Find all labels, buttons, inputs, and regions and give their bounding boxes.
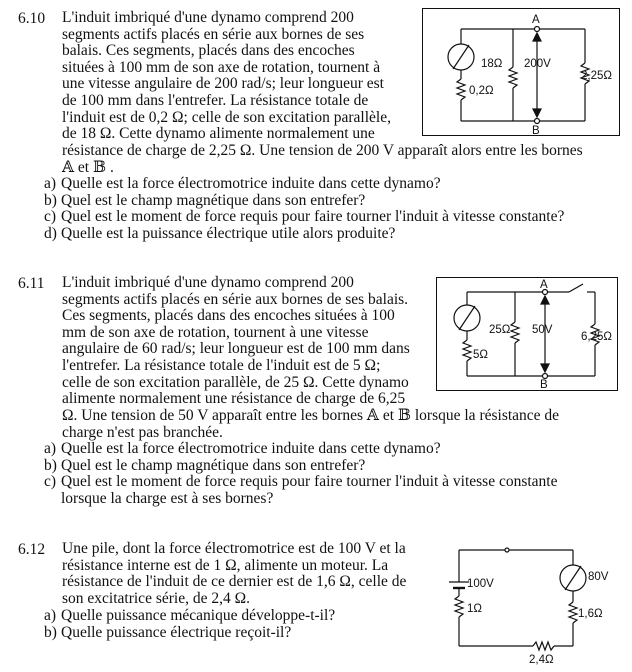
terminal-a-label: A [540,279,548,291]
r-armature-label: 0,2Ω [469,85,494,97]
text-line: de 100 mm dans l'entrefer. La résistance totale de [62,91,369,109]
r-field-label: 25Ω [489,324,511,336]
voltage-label: 200V [524,58,551,70]
text-line: l'entrefer. La résistance totale de l'induit est de 5 Ω; [62,356,381,374]
problem-text [62,10,412,143]
circuit-diagram [437,542,615,666]
text-line: angulaire de 60 rad/s; leur longueur est de 100 mm dans [62,340,410,358]
text-line: de 18 Ω. Cette dynamo alimente normalement une [62,125,375,143]
circuit-figure-6-12 [437,542,615,666]
question-list [44,441,557,507]
question-item: a) Quelle puissance mécanique développe-t-il? [44,607,336,624]
r-armature-label: 5Ω [473,349,488,361]
problem-text [62,275,424,408]
question-item: c) Quel est le moment de force requis pour faire tourner l'induit à vitesse constante [44,473,558,491]
battery-r-label: 1Ω [467,603,482,615]
text-line: résistance interne est de 1 Ω, alimente un moteur. La [62,556,389,574]
text-line: Une pile, dont la force électromotrice est de 100 V et la [62,540,406,557]
problem-text-wide [62,143,627,176]
text-line: Ω. Une tension de 50 V apparaît entre les bornes 𝔸 et 𝔹 lorsque la résistance de [62,407,560,424]
text-line: résistance de l'induit de ce dernier est de 1,6 Ω, celle de [62,573,407,591]
terminal-b-label: B [532,125,540,135]
r-load-label: 2,25Ω [581,70,612,82]
text-line: une vitesse angulaire de 200 rad/s; leur longueur est [62,75,384,93]
question-item: b) Quel est le champ magnétique dans son entrefer? [44,456,366,474]
text-line: L'induit imbriqué d'une dynamo comprend 200 [62,274,354,291]
question-list [44,608,335,641]
terminal-b [543,374,548,379]
circuit-diagram [437,278,617,390]
text-line: celle de son excitation parallèle, de 25 Ω. Cette dynamo [62,373,409,391]
question-list [44,176,564,242]
problem-number: 6.12 [18,541,46,558]
problem-text [62,541,427,607]
problem-text-wide [62,408,617,441]
question-item: d) Quelle est la puissance électrique utile alors produite? [44,224,396,242]
question-item: a) Quelle est la force électromotrice induite dans cette dynamo? [44,440,441,457]
text-line: situées à 100 mm de son axe de rotation, tournent à [62,58,381,76]
question-item: b) Quelle puissance électrique reçoit-il? [44,623,292,641]
terminal-a [535,27,540,32]
text-line: segments actifs placés en série aux bornes de ses balais. [62,290,409,308]
r-armature-label: 1,6Ω [578,608,603,620]
battery-emf-label: 100V [467,578,494,590]
terminal-b [535,119,540,124]
node [505,548,509,552]
text-line: segments actifs placés en série aux bornes de ses [62,25,365,43]
text-line: résistance de charge de 2,25 Ω. Une tension de 200 V apparaît alors entre les bornes [62,142,583,159]
problem-number: 6.10 [18,10,46,27]
circuit-figure-6-11 [436,277,618,391]
problem-number: 6.11 [18,275,45,292]
circuit-diagram [423,9,619,135]
text-line: charge n'est pas branchée. [62,423,223,441]
text-line: mm de son axe de rotation, tournent à une vitesse [62,323,369,341]
text-line: alimente normalement une résistance de charge de 6,25 [62,390,406,408]
text-line: Ces segments, placés dans des encoches situées à 100 [62,307,395,325]
voltage-label: 50V [532,324,553,336]
question-item: c) Quel est le moment de force requis pour faire tourner l'induit à vitesse constante? [44,208,565,226]
text-line: son excitatrice série, de 2,4 Ω. [62,589,250,607]
question-item: lorsque la charge est à ses bornes? [61,489,274,507]
r-load-label: 6,25Ω [581,331,612,343]
r-series-label: 2,4Ω [529,654,554,666]
circuit-figure-6-10 [422,8,620,136]
question-item: b) Quel est le champ magnétique dans son entrefer? [44,191,366,209]
text-line: l'induit est de 0,2 Ω; celle de son excitation parallèle, [62,108,391,126]
text-line: L'induit imbriqué d'une dynamo comprend 200 [62,9,354,26]
text-line: 𝔸 et 𝔹 . [62,158,114,176]
text-line: balais. Ces segments, placés dans des encoches [62,42,355,60]
r-field-label: 18Ω [481,58,503,70]
terminal-a-label: A [532,14,540,26]
motor-emf-label: 80V [588,571,609,583]
terminal-b-label: B [540,379,548,390]
question-item: a) Quelle est la force électromotrice induite dans cette dynamo? [44,175,441,192]
